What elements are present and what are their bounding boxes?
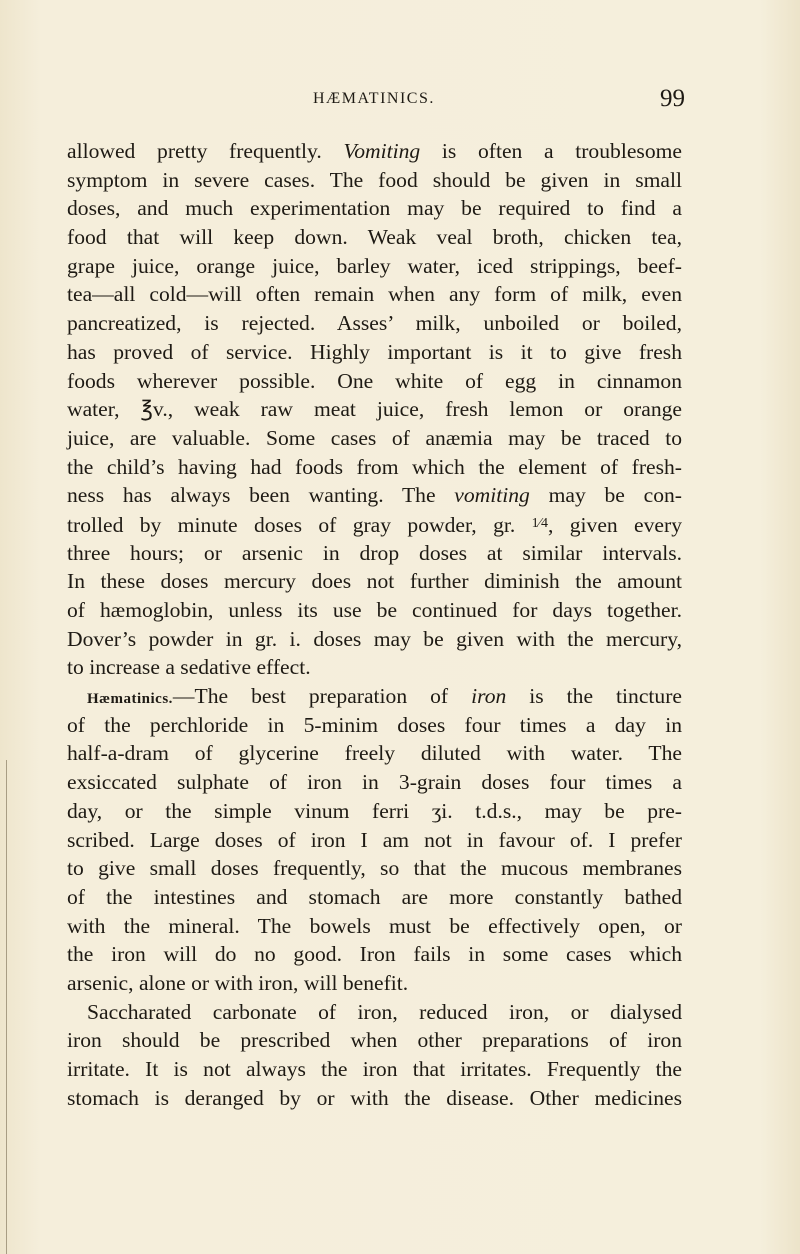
- running-head: HÆMATINICS.: [313, 90, 435, 107]
- paragraph-saccharated: [67, 998, 682, 1113]
- text-line: foods wherever possible. One white of egg in cinnamon: [67, 368, 682, 393]
- page-number: 99: [660, 85, 685, 112]
- italic-term: Vomiting: [343, 139, 421, 163]
- text-line: the iron will do no good. Iron fails in some cases which: [67, 942, 682, 967]
- text-line: tea—all cold—will often remain when any form of milk, even: [67, 282, 682, 307]
- italic-term: iron: [471, 684, 507, 709]
- text-line: exsiccated sulphate of iron in 3-grain doses four times a: [67, 770, 682, 795]
- text-line: has proved of service. Highly important is it to give fresh: [67, 339, 682, 364]
- text-line: day, or the simple vinum ferri ʒi. t.d.s., may be pre-: [67, 798, 682, 823]
- text-line: iron should be prescribed when other preparations of iron: [67, 1028, 682, 1053]
- text-line: three hours; or arsenic in drop doses at similar intervals.: [67, 540, 682, 565]
- text-line: pancreatized, is rejected. Asses’ milk, unboiled or boiled,: [67, 311, 682, 336]
- text-line: trolled by minute doses of gray powder, gr. 1⁄4, given every: [67, 510, 682, 539]
- text-line: of the perchloride in 5-minim doses four times a day in: [67, 712, 682, 737]
- text-line: Hæmatinics.—The best preparation of iron is the tincture: [87, 684, 682, 709]
- text-line: with the mineral. The bowels must be effectively open, or: [67, 913, 682, 938]
- text-line: grape juice, orange juice, barley water, iced strippings, beef-: [67, 253, 682, 278]
- text-line: doses, and much experimentation may be required to find a: [67, 196, 682, 221]
- text-line: of the intestines and stomach are more constantly bathed: [67, 884, 682, 909]
- paragraph-haematinics: [67, 682, 682, 998]
- page-header: [0, 85, 800, 115]
- text-line: allowed pretty frequently. Vomiting is often a troublesome: [67, 139, 682, 163]
- text-line: half-a-dram of glycerine freely diluted with water. The: [67, 741, 682, 766]
- text-line: arsenic, alone or with iron, will benefit.: [67, 970, 409, 995]
- text-line: scribed. Large doses of iron I am not in favour of. I prefer: [67, 827, 682, 852]
- text-line: Saccharated carbonate of iron, reduced iron, or dialysed: [87, 999, 682, 1024]
- text-line: of hæmoglobin, unless its use be continued for days together.: [67, 598, 682, 622]
- fraction: 1⁄4: [531, 515, 548, 531]
- text-line: juice, are valuable. Some cases of anæmia may be traced to: [67, 425, 682, 450]
- text-line: food that will keep down. Weak veal broth, chicken tea,: [67, 225, 682, 250]
- text-line: stomach is deranged by or with the disease. Other medicines: [67, 1085, 682, 1110]
- text-line: Dover’s powder in gr. i. doses may be given with the mercury,: [67, 626, 682, 651]
- page-edge-line: [6, 760, 7, 1254]
- text-line: symptom in severe cases. The food should be given in small: [67, 167, 682, 192]
- text-line: the child’s having had foods from which the element of fresh-: [67, 454, 682, 479]
- body-text: [67, 137, 682, 1112]
- text-line: In these doses mercury does not further diminish the amount: [67, 569, 682, 594]
- text-line: ness has always been wanting. The vomiting may be con-: [67, 483, 682, 508]
- text-line: irritate. It is not always the iron that irritates. Frequently the: [67, 1057, 682, 1081]
- text-line: to increase a sedative effect.: [67, 655, 311, 680]
- text-line: to give small doses frequently, so that the mucous membranes: [67, 856, 682, 881]
- italic-term: vomiting: [454, 483, 530, 508]
- section-heading: Hæmatinics.: [87, 691, 173, 708]
- paragraph-vomiting: [67, 137, 682, 682]
- text-line: water, ℥v., weak raw meat juice, fresh lemon or orange: [67, 397, 682, 422]
